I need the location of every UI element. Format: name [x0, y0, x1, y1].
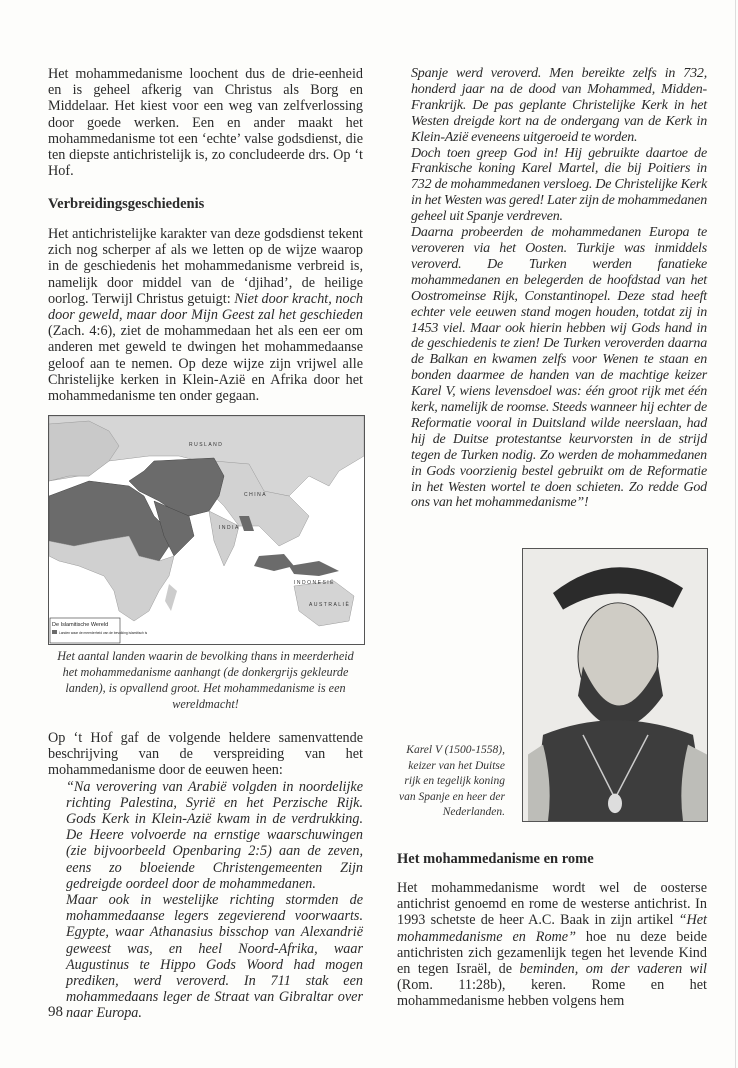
map-caption: Het aantal landen waarin de bevolking thans in meerderheid het mohammedanisme aanhangt (de donkergrijs gekleurde landen), is opvallend groot. Het mohammedanisme is een wereldmacht! — [57, 649, 354, 711]
text-run: Daarna probeerden de mohammedanen Europa te veroveren via het Oosten. Turkije was inmiddels veroverd. De Turken werden fanatieke mohammedanen en belegerden de hoofdstad van het Oostromeinse Rijk, Constantinopel. Deze stad heeft echter vele eeuwen stand mogen houden, totdat zij in 1453 viel. Maar ook hierin hebben wij Gods hand in de geschiedenis te zien! De Turken veroverden daarna de Balkan en kwamen zelfs voor Wenen te staan en bonden daarmee de handen van de machtige keizer Karel V, wiens levensdoel was: één groot rijk met één kerk, namelijk de roomse. Steeds wanneer hij echter de Reformatie vooral in Duitsland wilde neerslaan, had hij de Duitse protestantse keurvorsten in de strijd tegen de Turken nodig. Zo werden de mohammedanen in Gods voorzienig bestel gebruikt om de Reformatie in het Westen wortel te doen schieten. Zo redde God ons van het mohammedanisme”! — [411, 225, 707, 511]
text-paragraph — [411, 225, 707, 511]
map-label-australia: AUSTRALIË — [309, 602, 351, 608]
intro-paragraph — [48, 66, 363, 179]
spread-paragraph — [48, 226, 363, 404]
text-run: (Rom. 11:28b), keren. Rome en het mohammedanisme hebben volgens hem — [397, 977, 707, 1010]
text-run: Spanje werd veroverd. Men bereikte zelfs in 732, honderd jaar na de dood van Mohammed, Midden-Frankrijk. De pas geplante Christelijke Kerk in het Westen dreigde kort na de ondergang van de Kerk in Klein-Azië eveneens uitgeroeid te worden. — [411, 66, 707, 145]
text-run: Doch toen greep God in! Hij gebruikte daartoe de Frankische koning Karel Martel, die bij Poitiers in 732 de mohammedanen versloeg. De Christelijke Kerk in het Westen was gered! Later zijn de mohammedanen geheel uit Spanje verdreven. — [411, 145, 707, 225]
summary-paragraph — [48, 730, 363, 1022]
text-run: Maar ook in westelijke richting stormden de mohammedaanse legers zegevierend voorwaarts. Egypte, waar Athanasius bisschop van Alexandrië geweest was, en heel Noord-Afrika, waar Augustinus te Hippo Gods Woord had mogen prediken, werd veroverd. In 711 stak een mohammedaans leger de Straat van Gibraltar over naar Europa. — [66, 892, 363, 1022]
text-run: Het mohammedanisme loochent dus de drie-eenheid en is geheel afkerig van Christus als Borg en Middelaar. Het kiest voor een weg van zelfverlossing door goede werken. Een en ander maakt het mohammedanisme tot een ‘echte’ valse godsdienst, die ten diepste antichristelijk is, zo concludeerde drs. Op ‘t Hof. — [48, 66, 363, 180]
page-edge — [735, 0, 736, 1068]
section-heading-rome: Het mohammedanisme en rome — [397, 851, 594, 867]
text-paragraph — [48, 779, 363, 892]
text-run: hoe nu deze beide antichristen zich gezamenlijk tegen het levende Kind en tegen Israël, de — [397, 928, 707, 978]
text-paragraph — [411, 146, 707, 226]
portrait-caption: Karel V (1500-1558), keizer van het Duitse rijk en tegelijk koning van Spanje en heer der Nederlanden. — [398, 744, 505, 818]
page-number: 98 — [48, 1004, 63, 1020]
text-run: Op ‘t Hof gaf de volgende heldere samenvattende beschrijving van de verspreiding van het mohammedanisme door de eeuwen heen: — [48, 730, 363, 779]
portrait-engraving — [523, 549, 707, 821]
italic-text: beminden, om der vaderen wil — [519, 961, 707, 978]
map-label-india: INDIA — [219, 525, 240, 531]
portrait-karel-v — [522, 548, 708, 822]
text-paragraph — [48, 892, 363, 1022]
section-heading-verbreiding: Verbreidingsgeschiedenis — [48, 196, 205, 212]
text-paragraph — [48, 226, 363, 404]
map-legend-item: Landen waar de meerderheid van de bevolking islamitisch is — [59, 631, 148, 635]
map-label-russia: RUSLAND — [189, 442, 224, 448]
map-graphic — [49, 416, 364, 644]
text-run: “Na verovering van Arabië volgden in noordelijke richting Palestina, Syrië en het Perzische Rijk. Gods Kerk in Klein-Azië kwam in de verdrukking. De Heere volvoerde na ernstige waarschuwingen (zie bijvoorbeeld Openbaring 2:5) aan de zeven, eens zo bloeiende Christengemeenten Zijn gedreigde oordeel door de mohammedanen. — [66, 778, 363, 892]
map-label-china: CHINA — [244, 492, 268, 498]
italic-text: Niet door kracht, noch door geweld, maar door Mijn Geest zal het geschieden — [48, 290, 363, 324]
text-run: (Zach. 4:6), ziet de mohammedaan het als een eer om anderen met geweld te dwingen het mohammedaanse geloof aan te nemen. Op deze wijze zijn vrijwel alle Christelijke kerken in Klein-Azië en Afrika door het mohammedanisme ten onder gegaan. — [48, 323, 363, 405]
text-paragraph — [411, 66, 707, 146]
map-legend-title: De Islamitische Wereld — [52, 622, 109, 628]
text-paragraph — [48, 66, 363, 179]
text-run: Het antichristelijke karakter van deze godsdienst tekent zich nog scherper af als we letten op de wijze waarop in de geschiedenis het mohammedanisme verbreid is, namelijk door middel van de ‘djihad’, de heilige oorlog. Terwijl Christus getuigt: — [48, 226, 363, 307]
text-run: Het mohammedanisme wordt wel de oosterse antichrist genoemd en rome de westerse antichrist. In 1993 schetste de heer A.C. Baak in zijn artikel — [397, 880, 707, 929]
rome-paragraph — [397, 880, 707, 1010]
italic-text: “Het mohammedanisme en Rome” — [397, 912, 707, 945]
quote-continuation — [397, 66, 707, 511]
islamic-world-map — [48, 415, 365, 645]
map-label-indonesia: INDONESIË — [294, 580, 336, 586]
text-paragraph — [48, 730, 363, 779]
text-paragraph — [397, 880, 707, 1010]
